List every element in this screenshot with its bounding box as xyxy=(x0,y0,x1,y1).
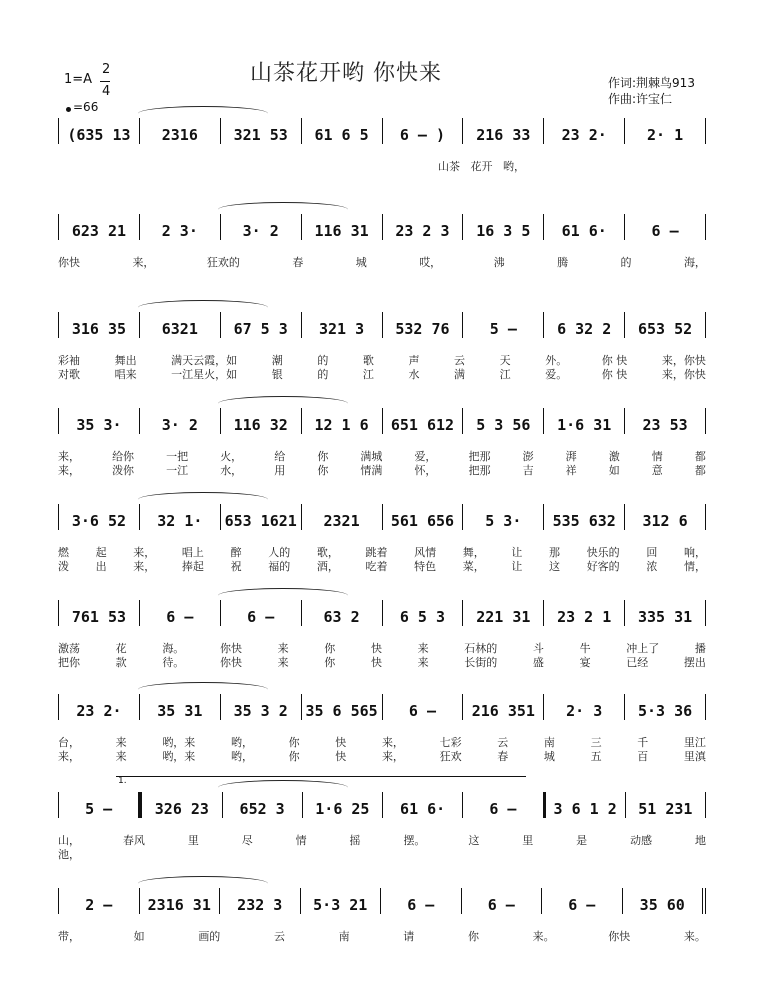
measure: 761 53 xyxy=(58,600,140,626)
lyric-word: 江 xyxy=(362,368,374,381)
lyric-word: 湃 xyxy=(565,450,577,463)
measure: 6 32 2 xyxy=(544,312,625,338)
lyric-word: 江 xyxy=(499,368,511,381)
lyric-word: 海。 xyxy=(162,642,185,655)
lyric-word: 是 xyxy=(576,834,588,847)
slur-arc xyxy=(138,106,268,121)
lyric-word: 千 xyxy=(637,736,649,749)
lyric-word: 捧起 xyxy=(181,560,204,573)
lyric-word: 唱上 xyxy=(181,546,204,559)
measure: 6 — xyxy=(140,600,221,626)
measure: 23 2 1 xyxy=(544,600,625,626)
measure: 5·3 36 xyxy=(625,694,706,720)
lyric-word: 舞出 xyxy=(114,354,137,367)
measure: 6 — xyxy=(625,214,706,240)
composer-credit: 作曲:许宝仁 xyxy=(608,92,673,106)
lyric-word: 泼你 xyxy=(112,464,135,477)
lyric-word: 冲上了 xyxy=(626,642,660,655)
lyric-word: 来 xyxy=(115,736,127,749)
slur-arc xyxy=(138,876,268,891)
lyric-word: 福的 xyxy=(268,560,291,573)
lyric-word: 把你 xyxy=(58,656,80,669)
measure: 652 3 xyxy=(223,792,303,818)
lyric-word: 长街的 xyxy=(464,656,498,669)
lyric-word: 快 xyxy=(335,736,347,749)
lyric-word: 云 xyxy=(454,354,466,367)
lyric-word: 来， xyxy=(133,546,156,559)
notation-row xyxy=(58,600,706,626)
measure: 2 — xyxy=(58,888,140,914)
measure: 5 3· xyxy=(463,504,544,530)
lyric-word: 风情 xyxy=(414,546,437,559)
slur-arc xyxy=(138,682,268,697)
lyric-word: 宴 xyxy=(579,656,591,669)
measure: 6321 xyxy=(140,312,221,338)
measure: 6 — xyxy=(462,888,543,914)
lyric-word: 跳着 xyxy=(365,546,388,559)
lyric-word: 让 xyxy=(511,560,523,573)
lyric-word: 来，你快 xyxy=(661,354,706,367)
lyric-word: 来，你快 xyxy=(661,368,706,381)
lyric-word: 如 xyxy=(608,464,620,477)
lyric-word: 来， xyxy=(133,560,156,573)
lyric-word: 你 xyxy=(288,736,300,749)
measure: 5 — xyxy=(463,312,544,338)
lyric-word: 好客的 xyxy=(586,560,620,573)
lyric-word: 泼 xyxy=(58,560,69,573)
measure: 5·3 21 xyxy=(301,888,382,914)
lyric-word: 一把 xyxy=(166,450,189,463)
lyric-word: 醉 xyxy=(230,546,242,559)
lyric-word: 爱。 xyxy=(545,368,568,381)
lyric-word: 银 xyxy=(271,368,283,381)
lyric-word: 响， xyxy=(683,546,706,559)
lyric-word: 七彩 xyxy=(439,736,462,749)
measure: 651 612 xyxy=(383,408,464,434)
measure: 2· 1 xyxy=(625,118,706,144)
quarter-note-icon xyxy=(66,107,71,112)
lyric-word: 意 xyxy=(651,464,663,477)
measure: 3 6 1 2 xyxy=(546,792,626,818)
measure: 35 31 xyxy=(140,694,221,720)
measure: 6 — xyxy=(381,888,462,914)
lyric-word: 澎 xyxy=(522,450,534,463)
slur-arc xyxy=(218,588,348,603)
lyric-word: 把那 xyxy=(468,464,491,477)
time-signature-top: 2 xyxy=(102,62,111,77)
measure: (635 13 xyxy=(58,118,140,144)
measure: 321 3 xyxy=(302,312,383,338)
lyric-word: 春 xyxy=(292,256,304,269)
song-title: 山茶花开哟 你快来 xyxy=(250,61,442,86)
key-signature: 1=A xyxy=(64,72,93,87)
lyric-word: 满 xyxy=(454,368,466,381)
lyric-word: 来 xyxy=(277,656,289,669)
measure: 63 2 xyxy=(302,600,383,626)
measure: 5 — xyxy=(58,792,139,818)
measure: 32 1· xyxy=(140,504,221,530)
lyric-word: 把那 xyxy=(468,450,491,463)
lyric-line-verse-1 xyxy=(58,928,706,944)
time-signature-bottom: 4 xyxy=(102,84,111,99)
lyric-word: 你 xyxy=(288,750,300,763)
lyric-word: 一江星火，如 xyxy=(171,368,238,381)
lyric-word: 快 xyxy=(370,642,382,655)
lyric-line-verse-2 xyxy=(58,748,706,764)
lyric-word: 祝 xyxy=(230,560,242,573)
lyric-word: 人的 xyxy=(268,546,291,559)
measure: 23 2· xyxy=(58,694,140,720)
measure: 232 3 xyxy=(220,888,301,914)
measure: 35 3· xyxy=(58,408,140,434)
lyric-word: 让 xyxy=(511,546,523,559)
lyric-word: 南 xyxy=(338,930,350,943)
lyric-word: 台， xyxy=(58,736,80,749)
measure: 6 — xyxy=(542,888,623,914)
lyric-word: 唱来 xyxy=(114,368,137,381)
lyric-word: 天 xyxy=(499,354,511,367)
lyric-word: 这 xyxy=(468,834,480,847)
lyric-word: 来， xyxy=(58,464,80,477)
lyric-word: 满城 xyxy=(360,450,383,463)
measure: 535 632 xyxy=(544,504,625,530)
lyric-word: 歌， xyxy=(316,546,339,559)
notation-row xyxy=(58,118,706,144)
lyric-word: 百 xyxy=(637,750,649,763)
lyric-word: 来 xyxy=(115,750,127,763)
lyric-word: 花 xyxy=(115,642,127,655)
measure: 6 — xyxy=(221,600,302,626)
lyric-word: 来 xyxy=(417,642,429,655)
lyric-word: 狂欢的 xyxy=(206,256,240,269)
lyric-word: 里 xyxy=(522,834,534,847)
lyric-word: 斗 xyxy=(532,642,544,655)
lyric-word: 你 xyxy=(324,656,336,669)
lyric-word: 激 xyxy=(608,450,620,463)
measure: 321 53 xyxy=(221,118,302,144)
lyric-word: 你 xyxy=(317,450,329,463)
lyric-word: 火， xyxy=(220,450,243,463)
measure: 116 31 xyxy=(302,214,383,240)
slur-arc xyxy=(138,300,268,315)
lyric-word: 你 xyxy=(324,642,336,655)
measure: 532 76 xyxy=(383,312,464,338)
lyric-word: 都 xyxy=(694,450,706,463)
lyric-word: 一江 xyxy=(166,464,189,477)
measure: 61 6· xyxy=(383,792,463,818)
lyric-word: 山， xyxy=(58,834,80,847)
lyric-word: 春 xyxy=(497,750,509,763)
lyric-word: 款 xyxy=(115,656,127,669)
lyric-word: 爱， xyxy=(414,450,437,463)
lyric-word: 吃着 xyxy=(365,560,388,573)
measure: 6 5 3 xyxy=(383,600,464,626)
lyric-word: 起 xyxy=(95,546,107,559)
lyric-word: 海， xyxy=(683,256,706,269)
lyric-word: 来 xyxy=(417,656,429,669)
measure: 61 6 5 xyxy=(302,118,383,144)
lyric-word: 狂欢 xyxy=(439,750,462,763)
lyric-word: 这 xyxy=(549,560,561,573)
measure: 61 6· xyxy=(544,214,625,240)
measure: 23 2 3 xyxy=(383,214,464,240)
measure: 2· 3 xyxy=(544,694,625,720)
lyric-word: 待。 xyxy=(162,656,185,669)
lyric-word: 已经 xyxy=(626,656,649,669)
lyric-word: 请 xyxy=(403,930,415,943)
slur-arc xyxy=(218,202,348,217)
lyric-word: 舞， xyxy=(462,546,485,559)
measure: 23 2· xyxy=(544,118,625,144)
tempo-value: =66 xyxy=(73,100,99,114)
measure: 6 — xyxy=(463,792,545,818)
lyric-word: 特色 xyxy=(414,560,437,573)
lyric-word: 来， xyxy=(381,736,404,749)
notation-row xyxy=(58,408,706,434)
lyric-line-verse-1 xyxy=(438,158,558,174)
lyric-word: 里滇 xyxy=(683,750,706,763)
lyric-word: 尽 xyxy=(241,834,253,847)
measure: 51 231 xyxy=(626,792,706,818)
notation-row xyxy=(58,312,706,338)
measure: 561 656 xyxy=(383,504,464,530)
measure: 1·6 31 xyxy=(544,408,625,434)
lyric-word: 情， xyxy=(683,560,706,573)
lyric-word: 都 xyxy=(694,464,706,477)
measure: 6 — ) xyxy=(383,118,464,144)
lyric-word: 你快 xyxy=(219,656,242,669)
lyric-word: 腾 xyxy=(557,256,569,269)
lyric-word: 南 xyxy=(543,736,555,749)
measure: 312 6 xyxy=(625,504,706,530)
slur-arc xyxy=(138,492,268,507)
time-signature-line xyxy=(100,81,110,82)
measure: 653 1621 xyxy=(221,504,302,530)
lyric-word: 里 xyxy=(187,834,199,847)
lyric-word: 出 xyxy=(95,560,107,573)
lyric-word: 里江 xyxy=(683,736,706,749)
lyric-word: 外。 xyxy=(545,354,568,367)
lyric-word: 沸 xyxy=(493,256,505,269)
lyric-word: 哟，来 xyxy=(162,736,196,749)
lyric-word: 三 xyxy=(590,736,602,749)
lyric-word: 彩袖 xyxy=(58,354,80,367)
measure: 23 53 xyxy=(625,408,706,434)
lyric-word: 带， xyxy=(58,930,80,943)
lyric-word: 快 xyxy=(370,656,382,669)
lyric-word: 你 快 xyxy=(601,368,628,381)
measure: 2321 xyxy=(302,504,383,530)
lyric-word: 动感 xyxy=(630,834,653,847)
lyric-word: 哟，来 xyxy=(162,750,196,763)
measure: 3· 2 xyxy=(221,214,302,240)
lyric-word: 你 xyxy=(317,464,329,477)
lyric-word: 你快 xyxy=(219,642,242,655)
lyric-word: 的 xyxy=(620,256,632,269)
lyric-word: 你 快 xyxy=(601,354,628,367)
measure: 35 3 2 xyxy=(221,694,302,720)
measure: 335 31 xyxy=(625,600,706,626)
measure: 35 6 565 xyxy=(302,694,383,720)
lyric-word: 哎， xyxy=(419,256,442,269)
measure: 12 1 6 xyxy=(302,408,383,434)
lyric-word: 盛 xyxy=(532,656,544,669)
lyric-word: 激荡 xyxy=(58,642,80,655)
measure: 216 351 xyxy=(463,694,544,720)
measure: 2316 xyxy=(140,118,221,144)
lyric-line-verse-2 xyxy=(58,846,706,862)
measure: 3·6 52 xyxy=(58,504,140,530)
lyric-word: 对歌 xyxy=(58,368,80,381)
lyric-word: 来 xyxy=(277,642,289,655)
lyric-word: 摇 xyxy=(349,834,361,847)
lyric-word: 云 xyxy=(497,736,509,749)
lyric-word: 祥 xyxy=(565,464,577,477)
notation-row xyxy=(58,694,706,720)
measure: 623 21 xyxy=(58,214,140,240)
lyricist-credit: 作词:荆棘鸟913 xyxy=(608,76,695,90)
lyric-word: 歌 xyxy=(362,354,374,367)
lyric-word: 用 xyxy=(274,464,286,477)
lyric-word: 地 xyxy=(694,834,706,847)
measure: 67 5 3 xyxy=(221,312,302,338)
lyric-line-verse-2 xyxy=(58,654,706,670)
lyric-word: 池， xyxy=(58,848,80,861)
lyric-word: 情 xyxy=(651,450,663,463)
lyric-word: 如 xyxy=(133,930,145,943)
lyric-line-verse-2 xyxy=(58,366,706,382)
lyric-line-verse-1 xyxy=(58,254,706,270)
lyric-word: 来， xyxy=(381,750,404,763)
measure: 3· 2 xyxy=(140,408,221,434)
lyric-word: 的 xyxy=(317,368,329,381)
measure: 653 52 xyxy=(625,312,706,338)
measure: 116 32 xyxy=(221,408,302,434)
measure: 5 3 56 xyxy=(463,408,544,434)
tempo-marking xyxy=(66,100,98,114)
measure: 6 — xyxy=(383,694,464,720)
lyric-word: 情满 xyxy=(360,464,383,477)
notation-row xyxy=(58,504,706,530)
lyric-word: 你快 xyxy=(608,930,631,943)
lyric-word: 牛 xyxy=(579,642,591,655)
lyric-word: 五 xyxy=(590,750,602,763)
lyric-word: 吉 xyxy=(522,464,534,477)
lyric-word: 来， xyxy=(58,750,80,763)
lyric-word: 云 xyxy=(273,930,285,943)
lyric-word: 快乐的 xyxy=(586,546,620,559)
lyric-word: 来。 xyxy=(532,930,555,943)
lyric-line-verse-2 xyxy=(58,462,706,478)
lyric-word: 给 xyxy=(274,450,286,463)
lyric-word: 的 xyxy=(317,354,329,367)
measure: 316 35 xyxy=(58,312,140,338)
lyric-word: 哟， xyxy=(230,736,253,749)
lyric-word: 摆。 xyxy=(403,834,426,847)
lyric-word: 酒， xyxy=(316,560,339,573)
lyric-word: 快 xyxy=(335,750,347,763)
slur-arc xyxy=(218,780,348,795)
lyric-word: 春风 xyxy=(122,834,145,847)
lyric-word: 菜， xyxy=(462,560,485,573)
lyric-word: 回 xyxy=(646,546,658,559)
lyric-word: 城 xyxy=(355,256,367,269)
volta-bracket xyxy=(116,776,526,777)
lyric-word: 画的 xyxy=(198,930,221,943)
notation-row xyxy=(58,888,706,914)
lyric-word: 来， xyxy=(132,256,155,269)
lyric-word: 怀， xyxy=(414,464,437,477)
lyric-word: 山茶 花开 哟， xyxy=(438,160,525,173)
lyric-word: 燃 xyxy=(58,546,69,559)
lyric-word: 水， xyxy=(220,464,243,477)
lyric-word: 水 xyxy=(408,368,420,381)
measure: 221 31 xyxy=(463,600,544,626)
measure: 16 3 5 xyxy=(463,214,544,240)
measure: 326 23 xyxy=(139,792,222,818)
slur-arc xyxy=(218,396,348,411)
lyric-word: 哟， xyxy=(230,750,253,763)
lyric-word: 石林的 xyxy=(464,642,498,655)
measure: 1·6 25 xyxy=(303,792,383,818)
notation-row xyxy=(58,792,706,818)
lyric-word: 来， xyxy=(58,450,80,463)
volta-number: 1. xyxy=(118,776,127,786)
lyric-word: 满天云霞，如 xyxy=(171,354,238,367)
lyric-word: 声 xyxy=(408,354,420,367)
lyric-word: 给你 xyxy=(112,450,135,463)
lyric-word: 情 xyxy=(295,834,307,847)
lyric-word: 你 xyxy=(467,930,479,943)
lyric-word: 你快 xyxy=(58,256,80,269)
lyric-word: 浓 xyxy=(646,560,658,573)
lyric-word: 来。 xyxy=(683,930,706,943)
lyric-word: 城 xyxy=(543,750,555,763)
lyric-word: 潮 xyxy=(271,354,283,367)
notation-row xyxy=(58,214,706,240)
lyric-word: 摆出 xyxy=(683,656,706,669)
lyric-line-verse-2 xyxy=(58,558,706,574)
measure: 216 33 xyxy=(463,118,544,144)
measure: 2316 31 xyxy=(140,888,221,914)
measure: 2 3· xyxy=(140,214,221,240)
measure: 35 60 xyxy=(623,888,707,914)
lyric-word: 那 xyxy=(549,546,561,559)
lyric-word: 播 xyxy=(694,642,706,655)
